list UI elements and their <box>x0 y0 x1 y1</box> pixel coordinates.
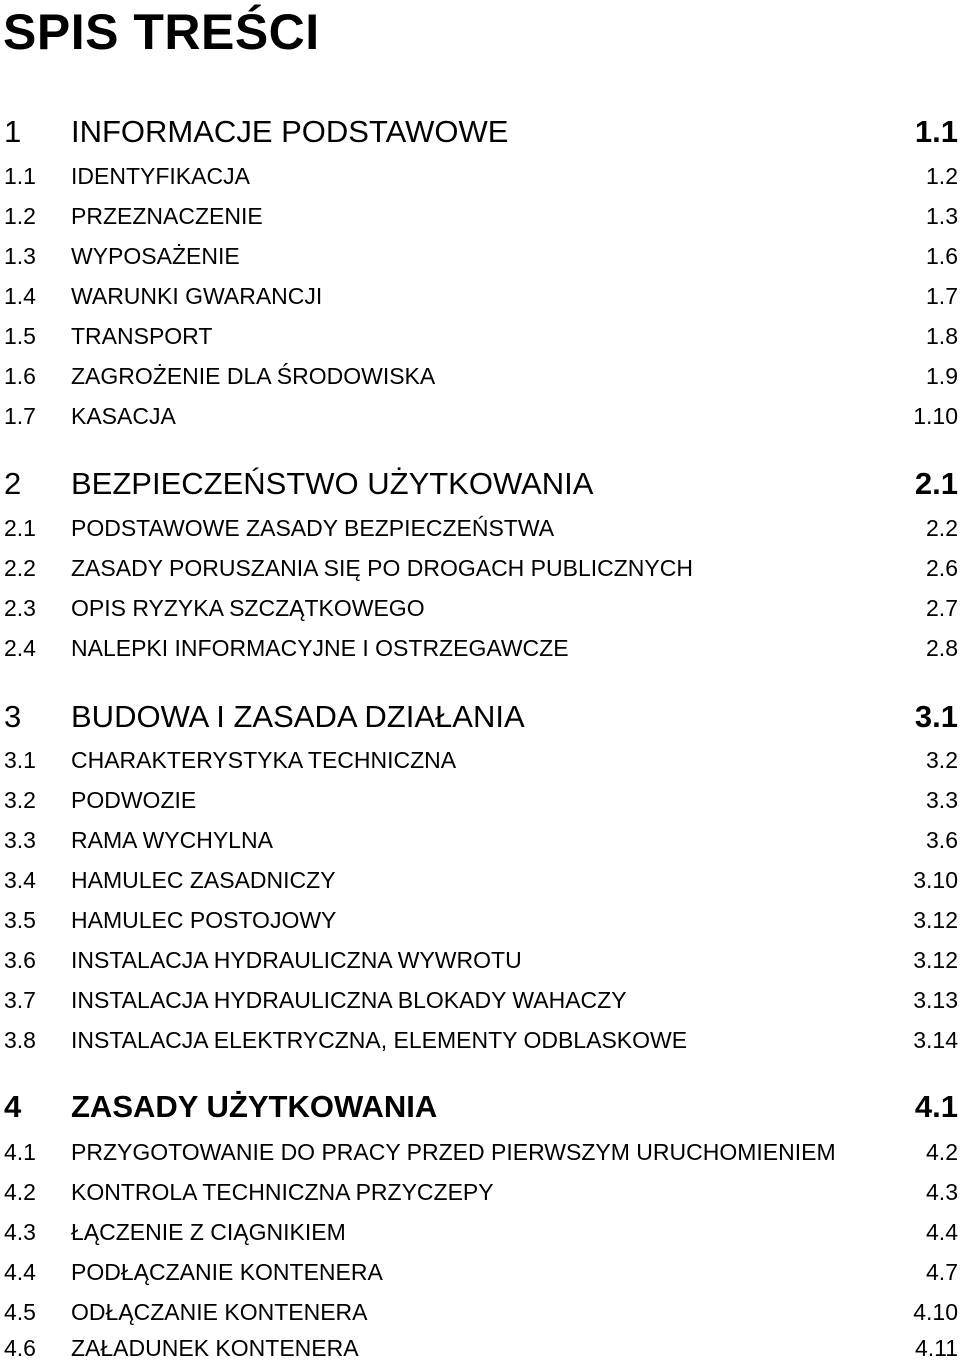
toc-item-1-2[interactable] <box>0 202 960 230</box>
toc-chapter-3[interactable] <box>0 697 960 737</box>
item-title: KONTROLA TECHNICZNA PRZYCZEPY <box>71 1179 494 1205</box>
item-number: 4.6 <box>4 1335 36 1361</box>
item-number: 3.3 <box>4 827 36 853</box>
toc-item-3-8[interactable] <box>0 1026 960 1054</box>
item-number: 1.6 <box>4 363 36 389</box>
item-title: CHARAKTERYSTYKA TECHNICZNA <box>71 747 457 773</box>
item-page: 2.7 <box>926 595 958 621</box>
chapter-number: 3 <box>4 699 22 734</box>
item-number: 3.6 <box>4 947 36 973</box>
toc-item-4-1[interactable] <box>0 1138 960 1166</box>
toc-item-3-1[interactable] <box>0 746 960 774</box>
chapter-page: 4.1 <box>914 1089 958 1124</box>
item-page: 4.10 <box>913 1299 958 1325</box>
toc-item-4-5[interactable] <box>0 1298 960 1326</box>
item-number: 2.1 <box>4 515 36 541</box>
toc-item-1-4[interactable] <box>0 282 960 310</box>
page-title: SPIS TREŚCI <box>3 4 320 60</box>
item-title: ŁĄCZENIE Z CIĄGNIKIEM <box>71 1219 346 1245</box>
item-page: 3.12 <box>913 947 958 973</box>
item-page: 2.2 <box>926 515 958 541</box>
chapter-title: BEZPIECZEŃSTWO UŻYTKOWANIA <box>71 466 594 501</box>
item-number: 3.7 <box>4 987 36 1013</box>
toc-item-2-3[interactable] <box>0 594 960 622</box>
item-page: 3.14 <box>913 1027 958 1053</box>
item-page: 2.8 <box>926 635 958 661</box>
item-page: 2.6 <box>926 555 958 581</box>
item-title: TRANSPORT <box>71 323 213 349</box>
item-number: 3.2 <box>4 787 36 813</box>
item-title: PODŁĄCZANIE KONTENERA <box>71 1259 383 1285</box>
toc-item-3-3[interactable] <box>0 826 960 854</box>
item-title: WYPOSAŻENIE <box>71 243 240 269</box>
item-number: 2.3 <box>4 595 36 621</box>
item-page: 1.7 <box>926 283 958 309</box>
item-title: IDENTYFIKACJA <box>71 163 250 189</box>
toc-item-3-7[interactable] <box>0 986 960 1014</box>
item-number: 2.2 <box>4 555 36 581</box>
item-page: 3.2 <box>926 747 958 773</box>
item-number: 1.7 <box>4 403 36 429</box>
toc-item-2-2[interactable] <box>0 554 960 582</box>
item-number: 4.1 <box>4 1139 36 1165</box>
toc-item-1-5[interactable] <box>0 322 960 350</box>
toc-item-3-6[interactable] <box>0 946 960 974</box>
item-page: 4.3 <box>926 1179 958 1205</box>
item-title: PRZYGOTOWANIE DO PRACY PRZED PIERWSZYM URUCHOMIENIEM <box>71 1139 836 1165</box>
chapter-page: 3.1 <box>914 699 958 734</box>
toc-chapter-1[interactable] <box>0 112 960 152</box>
toc-item-3-4[interactable] <box>0 866 960 894</box>
toc-item-4-6[interactable] <box>0 1334 960 1362</box>
chapter-title: BUDOWA I ZASADA DZIAŁANIA <box>71 699 525 734</box>
item-title: ZASADY PORUSZANIA SIĘ PO DROGACH PUBLICZNYCH <box>71 555 693 581</box>
item-title: OPIS RYZYKA SZCZĄTKOWEGO <box>71 595 425 621</box>
toc-item-1-1[interactable] <box>0 162 960 190</box>
item-page: 3.6 <box>926 827 958 853</box>
chapter-title: ZASADY UŻYTKOWANIA <box>71 1089 438 1124</box>
item-title: RAMA WYCHYLNA <box>71 827 273 853</box>
item-page: 4.2 <box>926 1139 958 1165</box>
chapter-number: 2 <box>4 466 22 501</box>
item-number: 1.2 <box>4 203 36 229</box>
chapter-page: 2.1 <box>914 466 958 501</box>
item-page: 1.3 <box>926 203 958 229</box>
item-number: 3.8 <box>4 1027 36 1053</box>
toc-item-4-4[interactable] <box>0 1258 960 1286</box>
item-page: 3.10 <box>913 867 958 893</box>
toc-item-4-2[interactable] <box>0 1178 960 1206</box>
item-number: 2.4 <box>4 635 36 661</box>
item-page: 1.2 <box>926 163 958 189</box>
item-number: 1.1 <box>4 163 36 189</box>
item-title: HAMULEC ZASADNICZY <box>71 867 336 893</box>
item-title: NALEPKI INFORMACYJNE I OSTRZEGAWCZE <box>71 635 569 661</box>
item-page: 1.10 <box>913 403 958 429</box>
item-page: 4.4 <box>926 1219 958 1245</box>
chapter-number: 1 <box>4 114 22 149</box>
item-title: ODŁĄCZANIE KONTENERA <box>71 1299 368 1325</box>
toc-item-2-4[interactable] <box>0 634 960 662</box>
item-number: 1.3 <box>4 243 36 269</box>
item-title: INSTALACJA ELEKTRYCZNA, ELEMENTY ODBLASKOWE <box>71 1027 688 1053</box>
item-number: 1.5 <box>4 323 36 349</box>
toc-item-2-1[interactable] <box>0 514 960 542</box>
item-number: 4.3 <box>4 1219 36 1245</box>
item-number: 4.5 <box>4 1299 36 1325</box>
item-number: 3.5 <box>4 907 36 933</box>
item-number: 3.4 <box>4 867 36 893</box>
item-title: PODSTAWOWE ZASADY BEZPIECZEŃSTWA <box>71 515 555 541</box>
item-title: INSTALACJA HYDRAULICZNA BLOKADY WAHACZY <box>71 987 627 1013</box>
toc-chapter-4[interactable] <box>0 1087 960 1127</box>
item-page: 4.7 <box>926 1259 958 1285</box>
item-title: PRZEZNACZENIE <box>71 203 263 229</box>
item-page: 1.6 <box>926 243 958 269</box>
item-page: 3.12 <box>913 907 958 933</box>
item-title: PODWOZIE <box>71 787 197 813</box>
item-number: 4.2 <box>4 1179 36 1205</box>
toc-chapter-2[interactable] <box>0 464 960 504</box>
item-number: 3.1 <box>4 747 36 773</box>
toc-item-4-3[interactable] <box>0 1218 960 1246</box>
toc-item-3-5[interactable] <box>0 906 960 934</box>
item-number: 4.4 <box>4 1259 36 1285</box>
item-title: ZAŁADUNEK KONTENERA <box>71 1335 359 1361</box>
chapter-number: 4 <box>4 1089 22 1124</box>
item-title: KASACJA <box>71 403 176 429</box>
item-title: WARUNKI GWARANCJI <box>71 283 323 309</box>
item-title: HAMULEC POSTOJOWY <box>71 907 337 933</box>
toc-item-1-3[interactable] <box>0 242 960 270</box>
toc-item-3-2[interactable] <box>0 786 960 814</box>
item-title: ZAGROŻENIE DLA ŚRODOWISKA <box>71 363 436 389</box>
toc-item-1-6[interactable] <box>0 362 960 390</box>
item-page: 1.8 <box>926 323 958 349</box>
item-page: 1.9 <box>926 363 958 389</box>
item-page: 3.13 <box>913 987 958 1013</box>
item-page: 4.11 <box>914 1335 958 1361</box>
item-number: 1.4 <box>4 283 36 309</box>
chapter-title: INFORMACJE PODSTAWOWE <box>71 114 509 149</box>
toc-item-1-7[interactable] <box>0 402 960 430</box>
item-page: 3.3 <box>926 787 958 813</box>
chapter-page: 1.1 <box>914 114 958 149</box>
item-title: INSTALACJA HYDRAULICZNA WYWROTU <box>71 947 522 973</box>
